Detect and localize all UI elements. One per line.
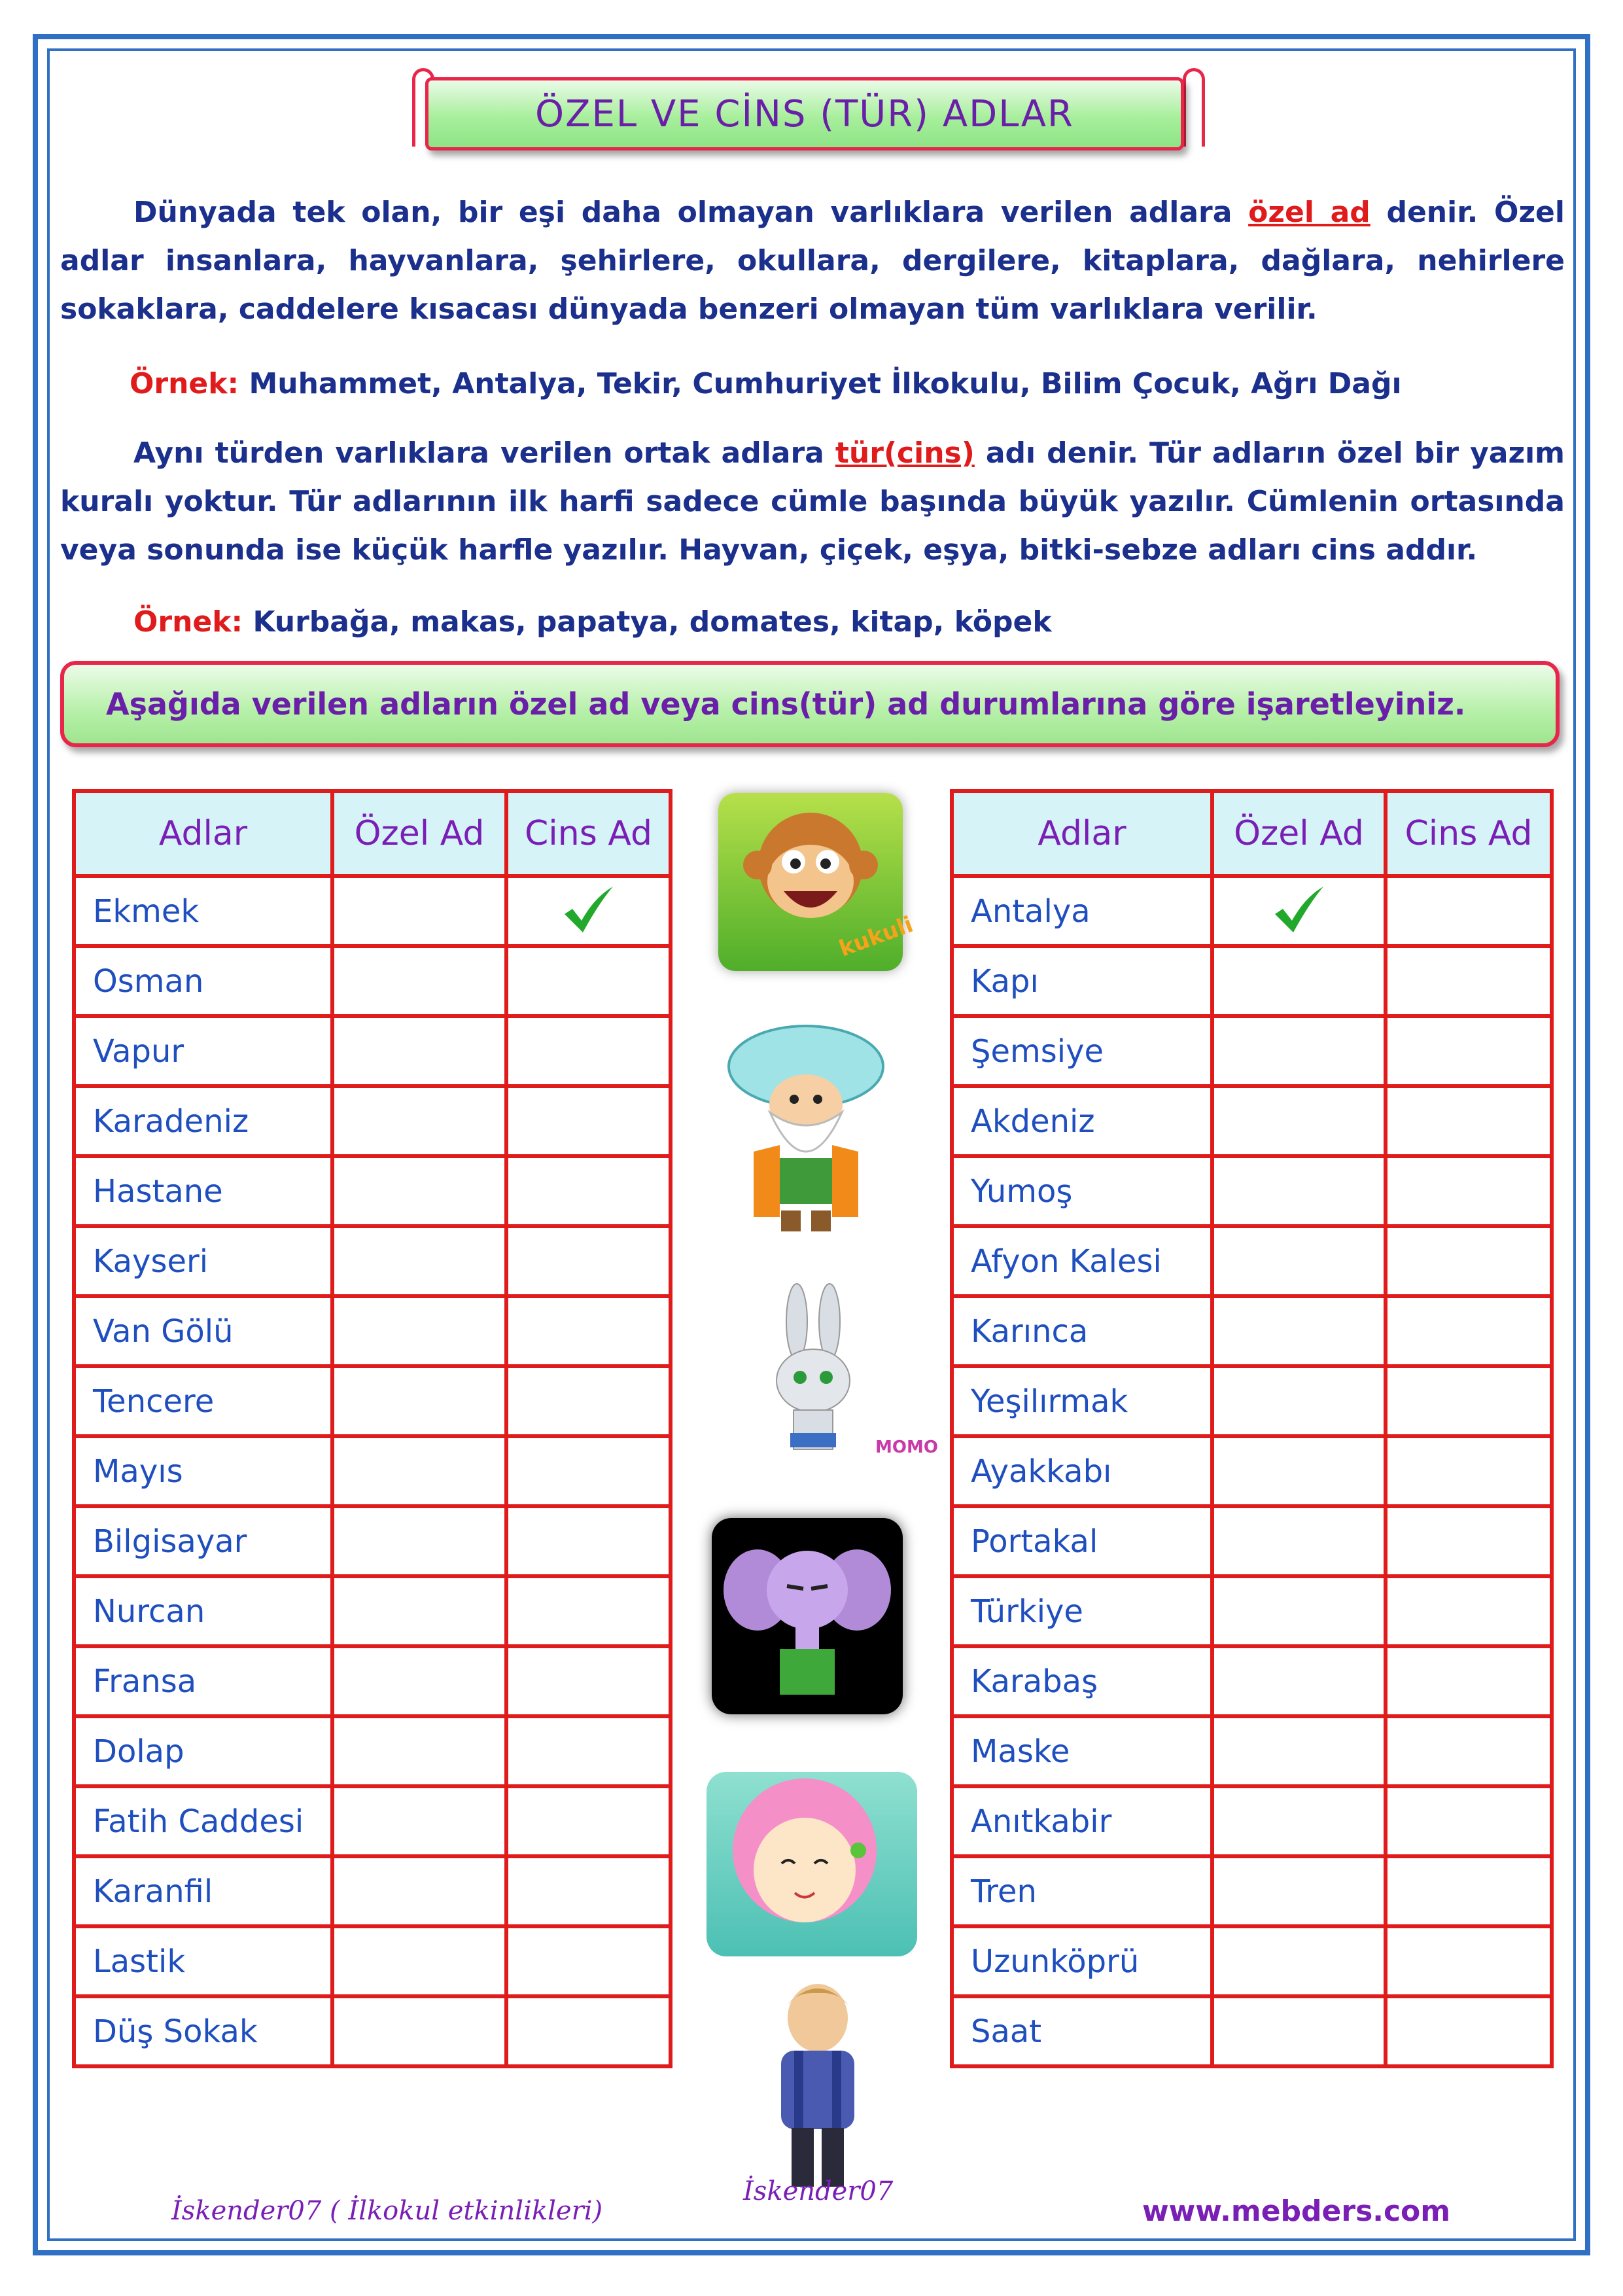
common-noun-checkbox[interactable] <box>1386 876 1552 946</box>
common-noun-checkbox[interactable] <box>1386 1366 1552 1436</box>
name-cell: Hastane <box>74 1156 332 1226</box>
footer-website[interactable]: www.mebders.com <box>1142 2195 1451 2228</box>
example1-text: Muhammet, Antalya, Tekir, Cumhuriyet İlkokulu, Bilim Çocuk, Ağrı Dağı <box>239 367 1402 400</box>
proper-noun-checkbox[interactable] <box>332 1996 506 2066</box>
example-proper-nouns <box>60 360 1565 408</box>
footer-left: İskender07 ( İlkokul etkinlikleri) <box>171 2196 603 2226</box>
proper-noun-checkbox[interactable] <box>332 1086 506 1156</box>
table-row <box>74 1366 671 1436</box>
check-icon <box>1271 884 1327 936</box>
proper-noun-checkbox[interactable] <box>332 1296 506 1366</box>
proper-noun-checkbox[interactable] <box>1212 946 1386 1016</box>
proper-noun-checkbox[interactable] <box>332 1506 506 1576</box>
name-cell: Türkiye <box>952 1576 1212 1646</box>
name-cell: Akdeniz <box>952 1086 1212 1156</box>
proper-noun-checkbox[interactable] <box>332 1436 506 1506</box>
proper-noun-checkbox[interactable] <box>1212 1576 1386 1646</box>
table-row <box>952 1086 1552 1156</box>
common-noun-checkbox[interactable] <box>1386 1086 1552 1156</box>
common-noun-checkbox[interactable] <box>506 1086 671 1156</box>
table-row <box>74 1016 671 1086</box>
name-cell: Kayseri <box>74 1226 332 1296</box>
para1-before: Dünyada tek olan, bir eşi daha olmayan varlıklara verilen adlara <box>133 196 1249 229</box>
instruction-text: Aşağıda verilen adların özel ad veya cins(tür) ad durumlarına göre işaretleyiniz. <box>106 686 1466 722</box>
table-row <box>952 1786 1552 1856</box>
table-row <box>952 1016 1552 1086</box>
name-cell: Van Gölü <box>74 1296 332 1366</box>
table-row <box>952 1856 1552 1926</box>
example2-label: Örnek: <box>133 605 243 639</box>
header-proper: Özel Ad <box>1212 791 1386 876</box>
header-names: Adlar <box>952 791 1212 876</box>
common-noun-checkbox[interactable] <box>506 1156 671 1226</box>
table-row <box>74 946 671 1016</box>
name-cell: Yumoş <box>952 1156 1212 1226</box>
table-row <box>74 1156 671 1226</box>
proper-noun-checkbox[interactable] <box>332 1786 506 1856</box>
para2-before: Aynı türden varlıklara verilen ortak adlara <box>133 436 835 470</box>
table-row <box>952 1226 1552 1296</box>
name-cell: Karınca <box>952 1296 1212 1366</box>
para2-after: adı denir. Tür adların özel bir yazım kuralı yoktur. Tür adlarının ilk harfi sadece cümle başında büyük yazılır. Cümlenin ortasında veya sonunda ise küçük harfle yazılır. Hayvan, çiçek, eşya, bitki-sebze adları cins addır. <box>60 436 1565 567</box>
table-row <box>74 1506 671 1576</box>
common-noun-checkbox[interactable] <box>1386 1926 1552 1996</box>
common-noun-checkbox[interactable] <box>1386 1016 1552 1086</box>
name-cell: Saat <box>952 1996 1212 2066</box>
common-noun-checkbox[interactable] <box>1386 1856 1552 1926</box>
name-cell: Anıtkabir <box>952 1786 1212 1856</box>
table-row <box>74 1646 671 1716</box>
table-row <box>74 1996 671 2066</box>
name-cell: Karadeniz <box>74 1086 332 1156</box>
common-noun-checkbox[interactable] <box>506 1226 671 1296</box>
common-noun-checkbox[interactable] <box>506 1716 671 1786</box>
common-noun-checkbox[interactable] <box>506 1996 671 2066</box>
name-cell: Fransa <box>74 1646 332 1716</box>
proper-noun-checkbox[interactable] <box>1212 1086 1386 1156</box>
proper-noun-checkbox[interactable] <box>1212 1016 1386 1086</box>
proper-noun-checkbox[interactable] <box>1212 1296 1386 1366</box>
instruction-box <box>60 661 1560 747</box>
proper-noun-checkbox[interactable] <box>1212 1996 1386 2066</box>
name-cell: Nurcan <box>74 1576 332 1646</box>
name-cell: Dolap <box>74 1716 332 1786</box>
common-noun-checkbox[interactable] <box>1386 1156 1552 1226</box>
common-noun-checkbox[interactable] <box>1386 1996 1552 2066</box>
header-proper: Özel Ad <box>332 791 506 876</box>
elephant-icon <box>712 1518 903 1714</box>
para1-highlight: özel ad <box>1248 196 1370 229</box>
common-noun-checkbox[interactable] <box>1386 1646 1552 1716</box>
table-row <box>952 1576 1552 1646</box>
name-cell: Fatih Caddesi <box>74 1786 332 1856</box>
table-row <box>74 1436 671 1506</box>
common-noun-checkbox[interactable] <box>506 1926 671 1996</box>
name-cell: Antalya <box>952 876 1212 946</box>
common-noun-checkbox[interactable] <box>1386 1506 1552 1576</box>
table-row <box>952 1646 1552 1716</box>
table-row <box>952 946 1552 1016</box>
kukuli-logo: kukuli <box>835 911 916 963</box>
common-noun-checkbox[interactable] <box>506 876 671 946</box>
name-cell: Uzunköprü <box>952 1926 1212 1996</box>
header-common: Cins Ad <box>506 791 671 876</box>
proper-noun-checkbox[interactable] <box>1212 1646 1386 1716</box>
common-noun-checkbox[interactable] <box>1386 946 1552 1016</box>
definition-common-noun <box>60 429 1565 574</box>
proper-noun-checkbox[interactable] <box>1212 1366 1386 1436</box>
header-names: Adlar <box>74 791 332 876</box>
nasreddin-icon <box>708 1021 904 1237</box>
name-cell: Yeşilırmak <box>952 1366 1212 1436</box>
proper-noun-checkbox[interactable] <box>1212 1786 1386 1856</box>
name-cell: Şemsiye <box>952 1016 1212 1086</box>
proper-noun-checkbox[interactable] <box>1212 1856 1386 1926</box>
proper-noun-checkbox[interactable] <box>332 1926 506 1996</box>
proper-noun-checkbox[interactable] <box>1212 1226 1386 1296</box>
title-banner <box>412 68 1205 157</box>
table-row <box>952 1436 1552 1506</box>
page-title: ÖZEL VE CİNS (TÜR) ADLAR <box>535 92 1074 135</box>
common-noun-checkbox[interactable] <box>506 1436 671 1506</box>
title-box <box>425 77 1184 150</box>
table-row <box>952 1716 1552 1786</box>
table-row <box>74 1716 671 1786</box>
example1-label: Örnek: <box>130 367 239 400</box>
name-cell: Portakal <box>952 1506 1212 1576</box>
table-row <box>952 1156 1552 1226</box>
boy-icon <box>741 1979 895 2195</box>
example-common-nouns <box>60 598 1565 646</box>
proper-noun-checkbox[interactable] <box>332 1226 506 1296</box>
proper-noun-checkbox[interactable] <box>1212 1156 1386 1226</box>
proper-noun-checkbox[interactable] <box>332 1856 506 1926</box>
boy-picture <box>741 1979 895 2195</box>
common-noun-checkbox[interactable] <box>1386 1786 1552 1856</box>
definition-proper-noun <box>60 188 1565 334</box>
proper-noun-checkbox[interactable] <box>1212 1506 1386 1576</box>
rabbit-picture <box>725 1282 938 1479</box>
common-noun-checkbox[interactable] <box>1386 1296 1552 1366</box>
proper-noun-checkbox[interactable] <box>332 1156 506 1226</box>
common-noun-checkbox[interactable] <box>506 1786 671 1856</box>
common-noun-checkbox[interactable] <box>506 1366 671 1436</box>
girl-picture <box>707 1772 917 1956</box>
momo-logo: MOMO <box>875 1438 938 1457</box>
proper-noun-checkbox[interactable] <box>1212 876 1386 946</box>
proper-noun-checkbox[interactable] <box>1212 1436 1386 1506</box>
elephant-picture <box>712 1518 903 1714</box>
name-cell: Kapı <box>952 946 1212 1016</box>
name-cell: Ekmek <box>74 876 332 946</box>
proper-noun-checkbox[interactable] <box>332 1016 506 1086</box>
name-cell: Afyon Kalesi <box>952 1226 1212 1296</box>
table-row <box>952 1366 1552 1436</box>
proper-noun-checkbox[interactable] <box>1212 1716 1386 1786</box>
table-row <box>74 1576 671 1646</box>
common-noun-checkbox[interactable] <box>1386 1436 1552 1506</box>
name-cell: Maske <box>952 1716 1212 1786</box>
table-row <box>74 1296 671 1366</box>
monkey-picture <box>718 793 916 971</box>
rabbit-icon <box>725 1282 938 1479</box>
footer-center: İskender07 <box>743 2176 894 2206</box>
common-noun-checkbox[interactable] <box>506 1646 671 1716</box>
common-noun-checkbox[interactable] <box>506 1296 671 1366</box>
name-cell: Karanfil <box>74 1856 332 1926</box>
name-cell: Ayakkabı <box>952 1436 1212 1506</box>
table-row <box>74 1226 671 1296</box>
name-cell: Vapur <box>74 1016 332 1086</box>
name-cell: Tren <box>952 1856 1212 1926</box>
proper-noun-checkbox[interactable] <box>332 1716 506 1786</box>
scroll-curl-right-icon <box>1183 68 1205 147</box>
header-common: Cins Ad <box>1386 791 1552 876</box>
proper-noun-checkbox[interactable] <box>1212 1926 1386 1996</box>
common-noun-checkbox[interactable] <box>1386 1226 1552 1296</box>
monkey-icon <box>718 793 916 971</box>
table-row <box>952 1926 1552 1996</box>
nasreddin-picture <box>708 1021 904 1237</box>
name-cell: Tencere <box>74 1366 332 1436</box>
table-row <box>952 1996 1552 2066</box>
proper-noun-checkbox[interactable] <box>332 1366 506 1436</box>
table-row <box>74 1786 671 1856</box>
proper-noun-checkbox[interactable] <box>332 1576 506 1646</box>
name-cell: Karabaş <box>952 1646 1212 1716</box>
common-noun-checkbox[interactable] <box>506 1576 671 1646</box>
table-row <box>952 1296 1552 1366</box>
common-noun-checkbox[interactable] <box>506 1856 671 1926</box>
proper-noun-checkbox[interactable] <box>332 946 506 1016</box>
table-row <box>952 876 1552 946</box>
girl-icon <box>707 1772 917 1956</box>
table-row <box>74 1086 671 1156</box>
common-noun-checkbox[interactable] <box>1386 1576 1552 1646</box>
example2-text: Kurbağa, makas, papatya, domates, kitap, köpek <box>243 605 1052 639</box>
para1-after: denir. Özel adlar insanlara, hayvanlara, şehirlere, okullara, dergilere, kitaplara, dağlara, nehirlere sokaklara, caddelere kısacası dünyada benzeri olmayan tüm varlıklara verilir. <box>60 196 1565 326</box>
left-names-table <box>72 789 672 2068</box>
proper-noun-checkbox[interactable] <box>332 876 506 946</box>
table-row <box>74 1926 671 1996</box>
para2-highlight: tür(cins) <box>835 436 975 470</box>
common-noun-checkbox[interactable] <box>1386 1716 1552 1786</box>
name-cell: Osman <box>74 946 332 1016</box>
table-row <box>74 1856 671 1926</box>
name-cell: Bilgisayar <box>74 1506 332 1576</box>
common-noun-checkbox[interactable] <box>506 946 671 1016</box>
check-icon <box>561 884 617 936</box>
table-row <box>74 876 671 946</box>
name-cell: Düş Sokak <box>74 1996 332 2066</box>
name-cell: Mayıs <box>74 1436 332 1506</box>
right-names-table <box>950 789 1554 2068</box>
proper-noun-checkbox[interactable] <box>332 1646 506 1716</box>
common-noun-checkbox[interactable] <box>506 1506 671 1576</box>
common-noun-checkbox[interactable] <box>506 1016 671 1086</box>
table-row <box>952 1506 1552 1576</box>
name-cell: Lastik <box>74 1926 332 1996</box>
